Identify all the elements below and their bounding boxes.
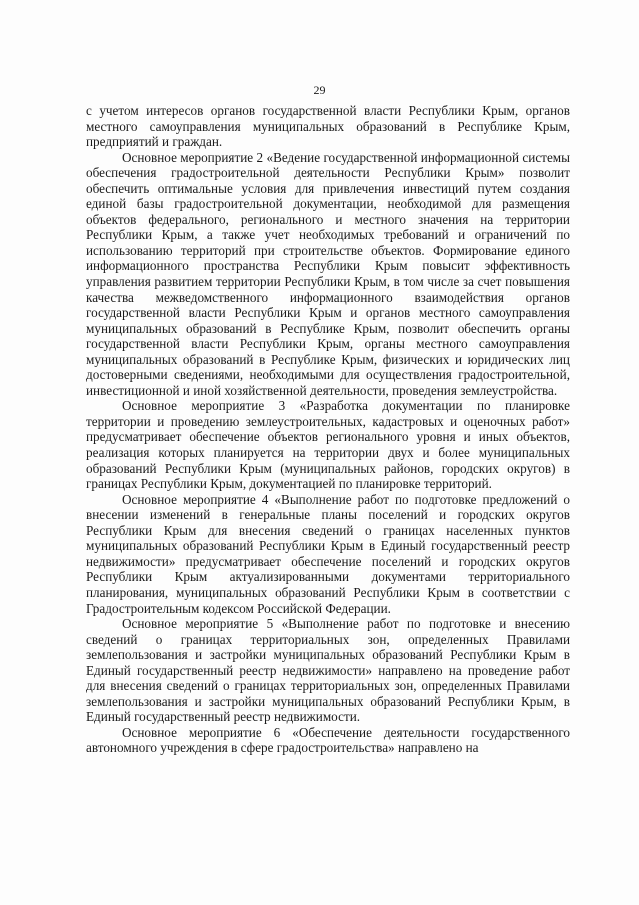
paragraph-activity-5: Основное мероприятие 5 «Выполнение работ по подготовке и внесению сведений о границах территориальных зон, определенных Правилами землепользования и застройки муниципальных образований Республики Крым в Единый государственный реестр недвижимости» направлено на проведение работ для внесения сведений о границах территориальных зон, определенных Правилами землепользования и застройки муниципальных образований Республики Крым, в Единый государственный реестр недвижимости.	[86, 616, 570, 725]
page-number: 29	[313, 83, 326, 97]
document-body	[86, 103, 570, 756]
paragraph-activity-3: Основное мероприятие 3 «Разработка документации по планировке территории и проведению землеустроительных, кадастровых и оценочных работ» предусматривает обеспечение объектов регионального уровня и иных объектов, реализация которых планируется на территории двух и более муниципальных образований Республики Крым (муниципальных районов, городских округов) в границах Республики Крым, документацией по планировке территорий.	[86, 398, 570, 492]
paragraph-activity-6: Основное мероприятие 6 «Обеспечение деятельности государственного автономного учреждения в сфере градостроительства» направлено на	[86, 724, 570, 756]
paragraph-activity-4: Основное мероприятие 4 «Выполнение работ по подготовке предложений о внесении изменений в генеральные планы поселений и городских округов Республики Крым для внесения сведений о границах населенных пунктов муниципальных образований Республики Крым в Единый государственный реестр недвижимости» предусматривает обеспечение поселений и городских округов Республики Крым актуализированными документами территориального планирования, муниципальных образований Республики Крым в соответствии с Градостроительным кодексом Российской Федерации.	[86, 491, 570, 616]
paragraph-continuation: с учетом интересов органов государственной власти Республики Крым, органов местного самоуправления муниципальных образований в Республике Крым, предприятий и граждан.	[86, 103, 570, 150]
paragraph-activity-2: Основное мероприятие 2 «Ведение государственной информационной системы обеспечения градостроительной деятельности Республики Крым» позволит обеспечить оптимальные условия для привлечения инвестиций путем создания единой базы градостроительной документации, необходимой для размещения объектов федерального, регионального и местного значения на территории Республики Крым, а также учет необходимых требований и ограничений по использованию территорий при строительстве объектов. Формирование единого информационного пространства Республики Крым повысит эффективность управления развитием территории Республики Крым, в том числе за счет повышения качества межведомственного информационного взаимодействия органов государственной власти Республики Крым и органов местного самоуправления муниципальных образований в Республике Крым, позволит обеспечить органы государственной власти Республики Крым, органы местного самоуправления муниципальных образований в Республике Крым, физических и юридических лиц достоверными сведениями, необходимыми для осуществления градостроительной, инвестиционной и иной хозяйственной деятельности, проведения землеустройства.	[86, 149, 570, 398]
